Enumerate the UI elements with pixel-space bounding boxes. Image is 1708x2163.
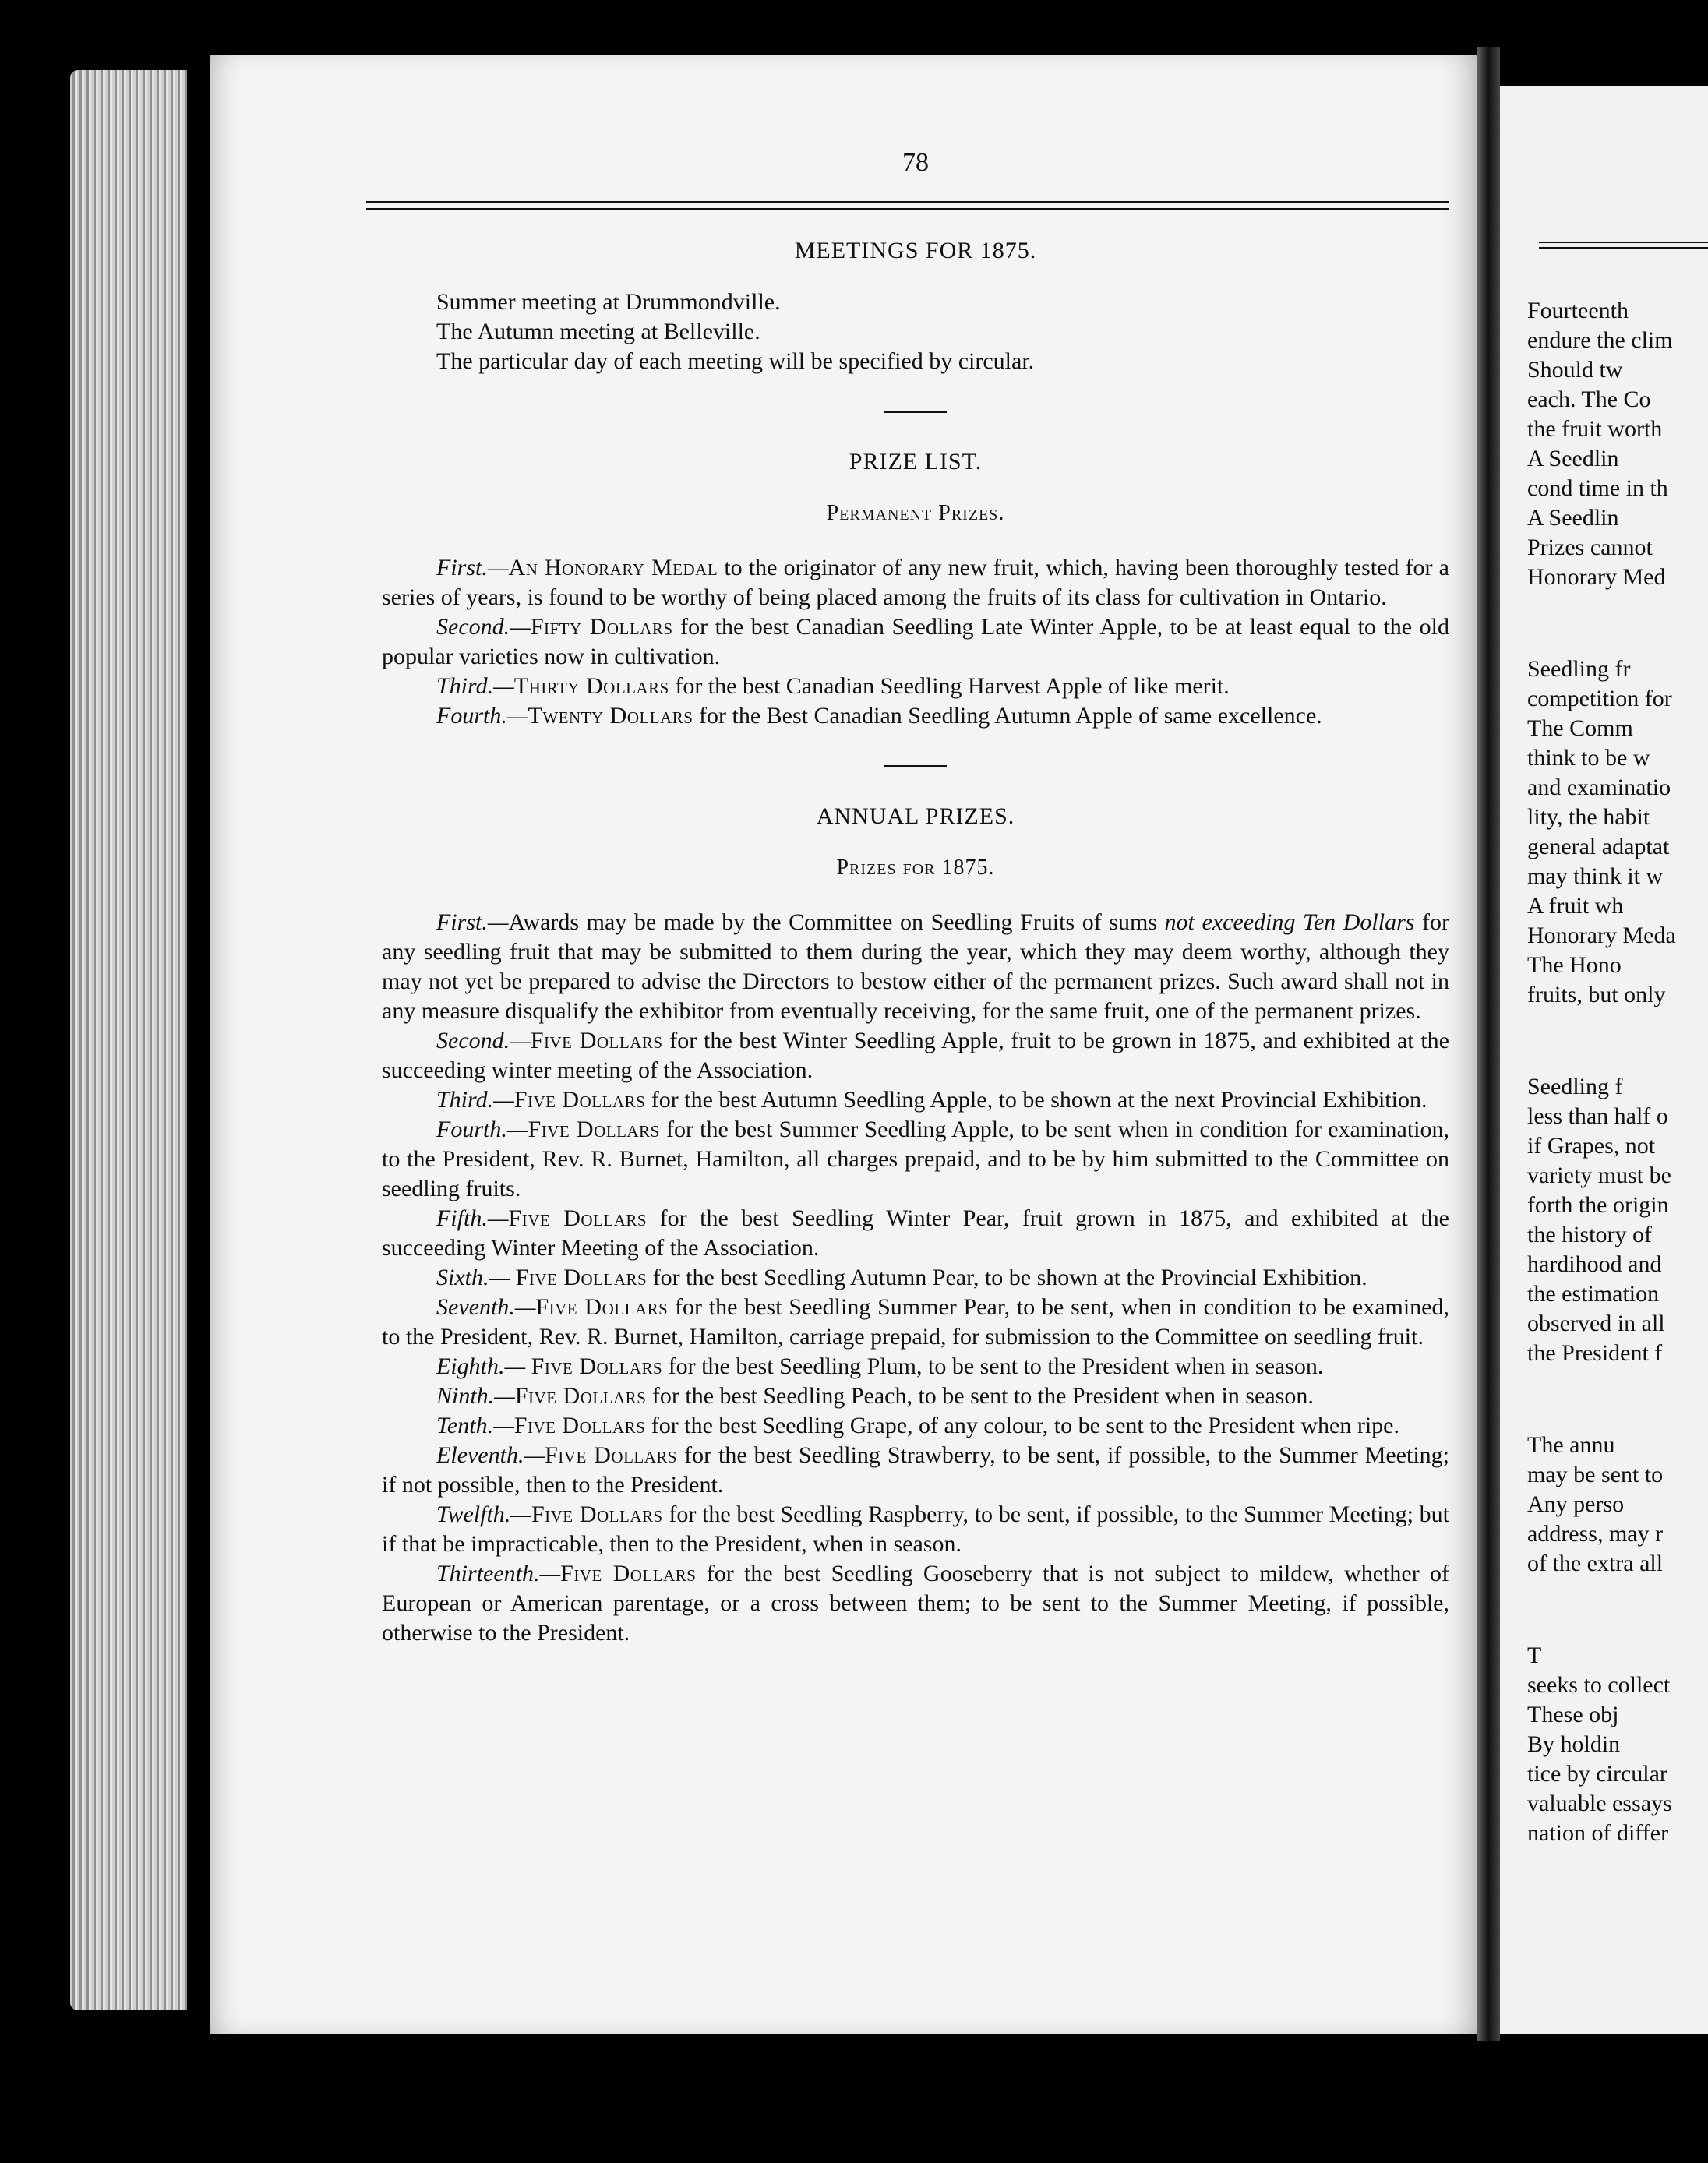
annual-prizes-heading: ANNUAL PRIZES.: [816, 803, 1015, 829]
right-page-gap: [1527, 592, 1708, 655]
right-page-line: may think it w: [1527, 863, 1664, 889]
meeting-line: Summer meeting at Drummondville.: [436, 289, 781, 315]
prize-paragraph: First.—Awards may be made by the Committee on Seedling Fruits of sums not exceeding Ten Dollars for any seedling fruit that may be submitted to them during the year, which they may deem worthy, although they may not yet be prepared to advise the Directors to bestow either of the permanent prizes. Such award shall not in any measure disqualify the exhibitor from eventually receiving, for the same fruit, one of the permanent prizes.: [382, 909, 1450, 1024]
right-page-line: think to be w: [1527, 745, 1650, 771]
prize-paragraph: Tenth.—Five Dollars for the best Seedling Grape, of any colour, to be sent to the President when ripe.: [436, 1413, 1399, 1438]
right-page-line: address, may r: [1527, 1521, 1664, 1547]
page-number: 78: [902, 148, 929, 177]
right-page-line: general adaptat: [1527, 834, 1670, 859]
prize-paragraph: Second.—Fifty Dollars for the best Canadian Seedling Late Winter Apple, to be at least equal to the old popular varieties now in cultivation.: [382, 614, 1450, 669]
right-page-line: forth the origin: [1527, 1192, 1669, 1218]
right-page-line: tice by circular: [1527, 1761, 1667, 1787]
prize-paragraph: Seventh.—Five Dollars for the best Seedling Summer Pear, to be sent, when in condition to be examined, to the President, Rev. R. Burnet, Hamilton, carriage prepaid, for submission to the Committee on seedling fruit.: [382, 1294, 1449, 1350]
prize-paragraph: Third.—Thirty Dollars for the best Canadian Seedling Harvest Apple of like merit.: [436, 673, 1230, 699]
right-page-line: cond time in th: [1527, 475, 1668, 501]
prize-paragraph: Fourth.—Twenty Dollars for the Best Canadian Seedling Autumn Apple of same excellence.: [436, 703, 1322, 729]
section-divider: [884, 765, 947, 767]
right-page-line: if Grapes, not: [1527, 1133, 1656, 1159]
prize-paragraph: Eighth.— Five Dollars for the best Seedling Plum, to be sent to the President when in season.: [436, 1353, 1324, 1379]
prize-paragraph: Twelfth.—Five Dollars for the best Seedling Raspberry, to be sent, if possible, to the Summer Meeting; but if that be impracticable, then to the President, when in season.: [382, 1501, 1449, 1557]
meetings-list: [382, 288, 1449, 376]
right-page-line: nation of differ: [1527, 1820, 1669, 1846]
right-page-header-rule: [1539, 242, 1708, 249]
right-page-line: T: [1527, 1643, 1542, 1668]
prize-paragraph: Ninth.—Five Dollars for the best Seedling Peach, to be sent to the President when in season.: [436, 1383, 1314, 1409]
right-page-line: the estimation: [1527, 1281, 1660, 1307]
right-page-line: By holdin: [1527, 1731, 1621, 1757]
right-page-line: The annu: [1527, 1432, 1615, 1458]
header-double-rule: [366, 201, 1449, 210]
prize-paragraph: Eleventh.—Five Dollars for the best Seedling Strawberry, to be sent, if possible, to the Summer Meeting; if not possible, then to the President.: [382, 1442, 1449, 1498]
right-page-line: may be sent to: [1527, 1462, 1664, 1487]
right-page-line: observed in all: [1527, 1311, 1665, 1336]
right-page-line: competition for: [1527, 686, 1672, 711]
right-page-line: The Comm: [1527, 715, 1633, 741]
annual-prizes: [382, 908, 1449, 1648]
right-page-line: the President f: [1527, 1340, 1663, 1366]
permanent-prizes: [382, 553, 1449, 731]
right-page-line: Honorary Med: [1527, 564, 1666, 590]
right-page-line: each. The Co: [1527, 386, 1651, 412]
prize-paragraph: Fifth.—Five Dollars for the best Seedling Winter Pear, fruit grown in 1875, and exhibited at the succeeding Winter Meeting of the Association.: [382, 1205, 1449, 1261]
right-page-text-fragments: [1527, 296, 1708, 1848]
right-page-line: endure the clim: [1527, 327, 1673, 353]
right-page-line: Any perso: [1527, 1491, 1625, 1517]
right-page-line: seeks to collect: [1527, 1672, 1671, 1698]
right-page-line: The Hono: [1527, 952, 1622, 978]
right-page-gap: [1527, 1368, 1708, 1431]
right-page-line: less than half o: [1527, 1103, 1668, 1129]
right-page-line: the history of: [1527, 1222, 1652, 1247]
right-page-line: Seedling f: [1527, 1074, 1623, 1099]
right-page-line: Prizes cannot: [1527, 535, 1653, 560]
right-page-line: valuable essays: [1527, 1791, 1672, 1816]
right-page-line: Seedling fr: [1527, 656, 1631, 682]
prize-paragraph: Fourth.—Five Dollars for the best Summer Seedling Apple, to be sent when in condition for examination, to the President, Rev. R. Burnet, Hamilton, all charges prepaid, and to be by him submitted to the Committee on seedling fruits.: [382, 1117, 1449, 1201]
right-page-line: lity, the habit: [1527, 804, 1650, 830]
meeting-line: The Autumn meeting at Belleville.: [436, 319, 760, 344]
right-page-line: the fruit worth: [1527, 416, 1663, 442]
right-page-gap: [1527, 1579, 1708, 1641]
prizes-1875-heading: Prizes for 1875.: [836, 856, 995, 880]
right-page-line: hardihood and: [1527, 1251, 1662, 1277]
prize-paragraph: Thirteenth.—Five Dollars for the best Seedling Gooseberry that is not subject to mildew, whether of European or American parentage, or a cross between them; to be sent to the Summer Meeting, if possible, otherwise to the President.: [382, 1561, 1449, 1646]
right-page-line: A Seedlin: [1527, 446, 1619, 471]
book-page-edges: [70, 70, 187, 2010]
right-page-line: These obj: [1527, 1702, 1619, 1727]
right-page-line: variety must be: [1527, 1163, 1671, 1188]
right-page-line: A fruit wh: [1527, 893, 1624, 919]
meeting-line: The particular day of each meeting will be specified by circular.: [436, 348, 1035, 374]
meetings-heading: MEETINGS FOR 1875.: [794, 238, 1037, 263]
right-page-line: fruits, but only: [1527, 982, 1666, 1007]
right-page-line: A Seedlin: [1527, 505, 1619, 531]
prize-paragraph: Second.—Five Dollars for the best Winter Seedling Apple, fruit to be grown in 1875, and exhibited at the succeeding winter meeting of the Association.: [382, 1028, 1449, 1083]
right-page-gap: [1527, 1010, 1708, 1072]
prize-paragraph: Third.—Five Dollars for the best Autumn Seedling Apple, to be shown at the next Provincial Exhibition.: [436, 1087, 1427, 1113]
prize-paragraph: Sixth.— Five Dollars for the best Seedling Autumn Pear, to be shown at the Provincial Exhibition.: [436, 1265, 1367, 1290]
left-page-text: [382, 148, 1449, 1648]
right-page-line: Fourteenth: [1527, 298, 1629, 323]
book-gutter: [1477, 47, 1500, 2041]
right-page-line: Should tw: [1527, 357, 1623, 383]
prize-list-heading: PRIZE LIST.: [849, 449, 983, 475]
permanent-prizes-heading: Permanent Prizes.: [826, 501, 1005, 525]
right-page-line: of the extra all: [1527, 1551, 1664, 1576]
prize-paragraph: First.—An Honorary Medal to the originator of any new fruit, which, having been thoroughly tested for a series of years, is found to be worthy of being placed among the fruits of its class for cultivation in Ontario.: [382, 555, 1449, 610]
right-page-line: Honorary Meda: [1527, 923, 1676, 948]
section-divider: [884, 411, 947, 413]
right-page-line: and examinatio: [1527, 775, 1671, 800]
